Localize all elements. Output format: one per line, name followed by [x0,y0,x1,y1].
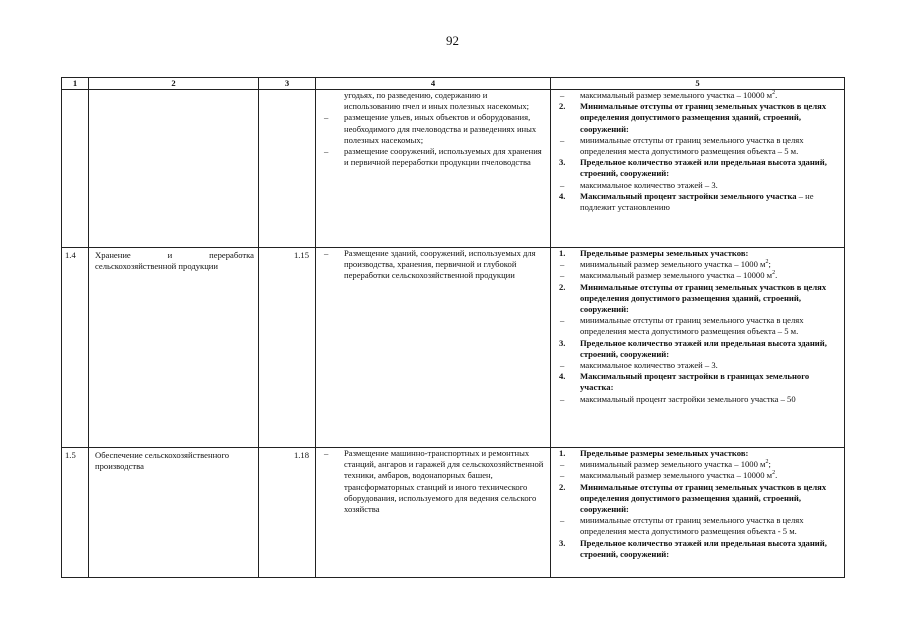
dash-marker: – [560,90,565,100]
cell-description [316,248,551,448]
column-header: 5 [551,78,845,90]
item-number: 4. [559,190,566,201]
parameter-value [554,459,840,470]
cell-name: Хранение и переработка сельскохозяйственной продукции [89,248,259,448]
parameter-value [554,180,840,191]
description-text: размещение сооружений, используемых для хранения и первичной переработки продукции пчеловодства [344,146,542,168]
cell-parameters [551,448,845,578]
superscript-unit: 2 [772,90,776,97]
description-item [318,90,544,112]
parameter-heading [554,338,840,360]
parameter-text: Предельное количество этажей или предельная высота зданий, строений, сооружений: [580,537,827,559]
description-text: размещение ульев, иных объектов и оборудования, необходимого для пчеловодства и разведениях иных полезных насекомых; [344,112,537,145]
dash-marker: – [560,470,565,481]
item-number: 3. [559,537,566,548]
description-text: Размещение машинно-транспортных и ремонтных станций, ангаров и гаражей для сельскохозяйственной техники, амбаров, водонапорных башен, трансформаторных станций и иного технического оборудования, используемого для ведения сельского хозяйства [344,448,544,515]
parameter-text: Минимальные отступы от границ земельных участков в целях определения допустимого размещения зданий, строений, сооружений: [580,281,827,315]
parameter-text: максимальное количество этажей – 3. [580,179,718,190]
parameter-text: максимальное количество этажей – 3. [580,360,718,371]
parameter-text: Минимальные отступы от границ земельных участков в целях определения допустимого размещения зданий, строений, сооружений: [580,481,827,515]
item-number: 4. [559,371,566,382]
parameter-value-text: – не подлежит установлению [580,190,814,213]
dash-marker: – [560,259,565,270]
superscript-unit: 2 [765,259,769,266]
superscript-unit: 2 [765,459,769,466]
parameter-heading [554,482,840,516]
parameter-text: Предельные размеры земельных участков: [580,248,749,258]
item-number: 3. [559,337,566,348]
parameter-value [554,315,840,337]
dash-marker: – [324,112,329,123]
column-header: 2 [89,78,259,90]
cell-kod: 1.15 [259,248,316,448]
parameter-text: максимальный размер земельного участка – 10000 м [580,270,773,281]
column-number-row [62,78,845,90]
description-text: Размещение зданий, сооружений, используемых для производства, хранения, первичной и глубокой переработки сельскохозяйственной продукции [344,248,536,281]
item-number: 2. [559,281,566,292]
parameter-heading [554,282,840,316]
punctuation: ; [768,459,771,470]
dash-marker: – [560,270,565,281]
parameter-text: минимальные отступы от границ земельного участка в целях определения места допустимого размещения объекта – 5 м. [580,315,804,337]
parameter-value [554,360,840,371]
cell-name [89,90,259,248]
parameter-value [554,515,840,537]
parameter-heading [554,157,840,179]
item-number: 2. [559,481,566,492]
parameter-text: Предельное количество этажей или предельная высота зданий, строений, сооружений: [580,157,827,179]
parameter-heading [554,248,840,259]
parameter-text: Минимальные отступы от границ земельных участков в целях определения допустимого размещения зданий, строений, сооружений: [580,101,827,134]
column-header: 3 [259,78,316,90]
parameter-heading-text: Максимальный процент застройки земельного участка [580,190,797,201]
punctuation: . [775,270,778,281]
table-row [62,448,845,578]
page-number: 92 [446,33,459,48]
table-row [62,248,845,448]
cell-code: 1.5 [62,448,89,578]
item-number: 2. [559,101,566,112]
cell-kod [259,90,316,248]
parameter-value [554,394,840,405]
dash-marker: – [324,248,329,258]
parameter-text: Предельное количество этажей или предельная высота зданий, строений, сооружений: [580,337,827,359]
dash-marker: – [324,146,329,157]
punctuation: . [775,90,778,100]
dash-marker: – [560,393,565,404]
parameter-heading [554,448,840,459]
dash-marker: – [560,134,565,145]
dash-marker: – [324,448,329,458]
parameter-value [554,135,840,157]
description-item [318,112,544,146]
parameter-heading [554,191,840,213]
table-row [62,90,845,248]
parameter-text: минимальные отступы от границ земельного участка в целях определения места допустимого размещения объекта – 5 м. [580,134,804,157]
superscript-unit: 2 [772,270,776,277]
cell-description [316,448,551,578]
zoning-table [61,77,845,578]
column-header: 1 [62,78,89,90]
dash-marker: – [560,515,565,526]
cell-parameters [551,90,845,248]
description-item [318,448,544,515]
parameter-text: Максимальный процент застройки в границах земельного участка: [580,371,810,393]
cell-kod: 1.18 [259,448,316,578]
cell-code: 1.4 [62,248,89,448]
parameter-value [554,470,840,481]
parameter-text: минимальный размер земельного участка – 1000 м [580,259,766,270]
parameter-value [554,259,840,270]
cell-description [316,90,551,248]
item-number: 1. [559,448,566,458]
superscript-unit: 2 [772,470,776,477]
punctuation: ; [768,259,771,270]
parameter-text: минимальный размер земельного участка – 1000 м [580,459,766,470]
parameter-text: максимальный размер земельного участка – 10000 м [580,90,773,100]
parameter-text: Предельные размеры земельных участков: [580,448,749,458]
parameter-text: максимальный размер земельного участка – 10000 м [580,470,773,481]
dash-marker: – [560,360,565,371]
cell-code [62,90,89,248]
punctuation: . [775,470,778,481]
description-item [318,146,544,168]
parameter-heading [554,538,840,560]
dash-marker: – [560,459,565,470]
parameter-heading [554,371,840,393]
parameter-heading [554,101,840,135]
item-number: 3. [559,157,566,168]
dash-marker: – [560,315,565,326]
cell-name: Обеспечение сельскохозяйственного производства [89,448,259,578]
description-item [318,248,544,282]
parameter-value [554,270,840,281]
item-number: 1. [559,248,566,258]
parameter-value [554,90,840,101]
description-text: угодьях, по разведению, содержанию и использованию пчел и иных полезных насекомых; [344,90,530,112]
parameter-text: минимальные отступы от границ земельного участка в целях определения места допустимого размещения объекта - 5 м. [580,515,804,537]
column-header: 4 [316,78,551,90]
parameter-text: максимальный процент застройки земельного участка – 50 [580,393,796,404]
dash-marker: – [560,179,565,190]
cell-parameters [551,248,845,448]
